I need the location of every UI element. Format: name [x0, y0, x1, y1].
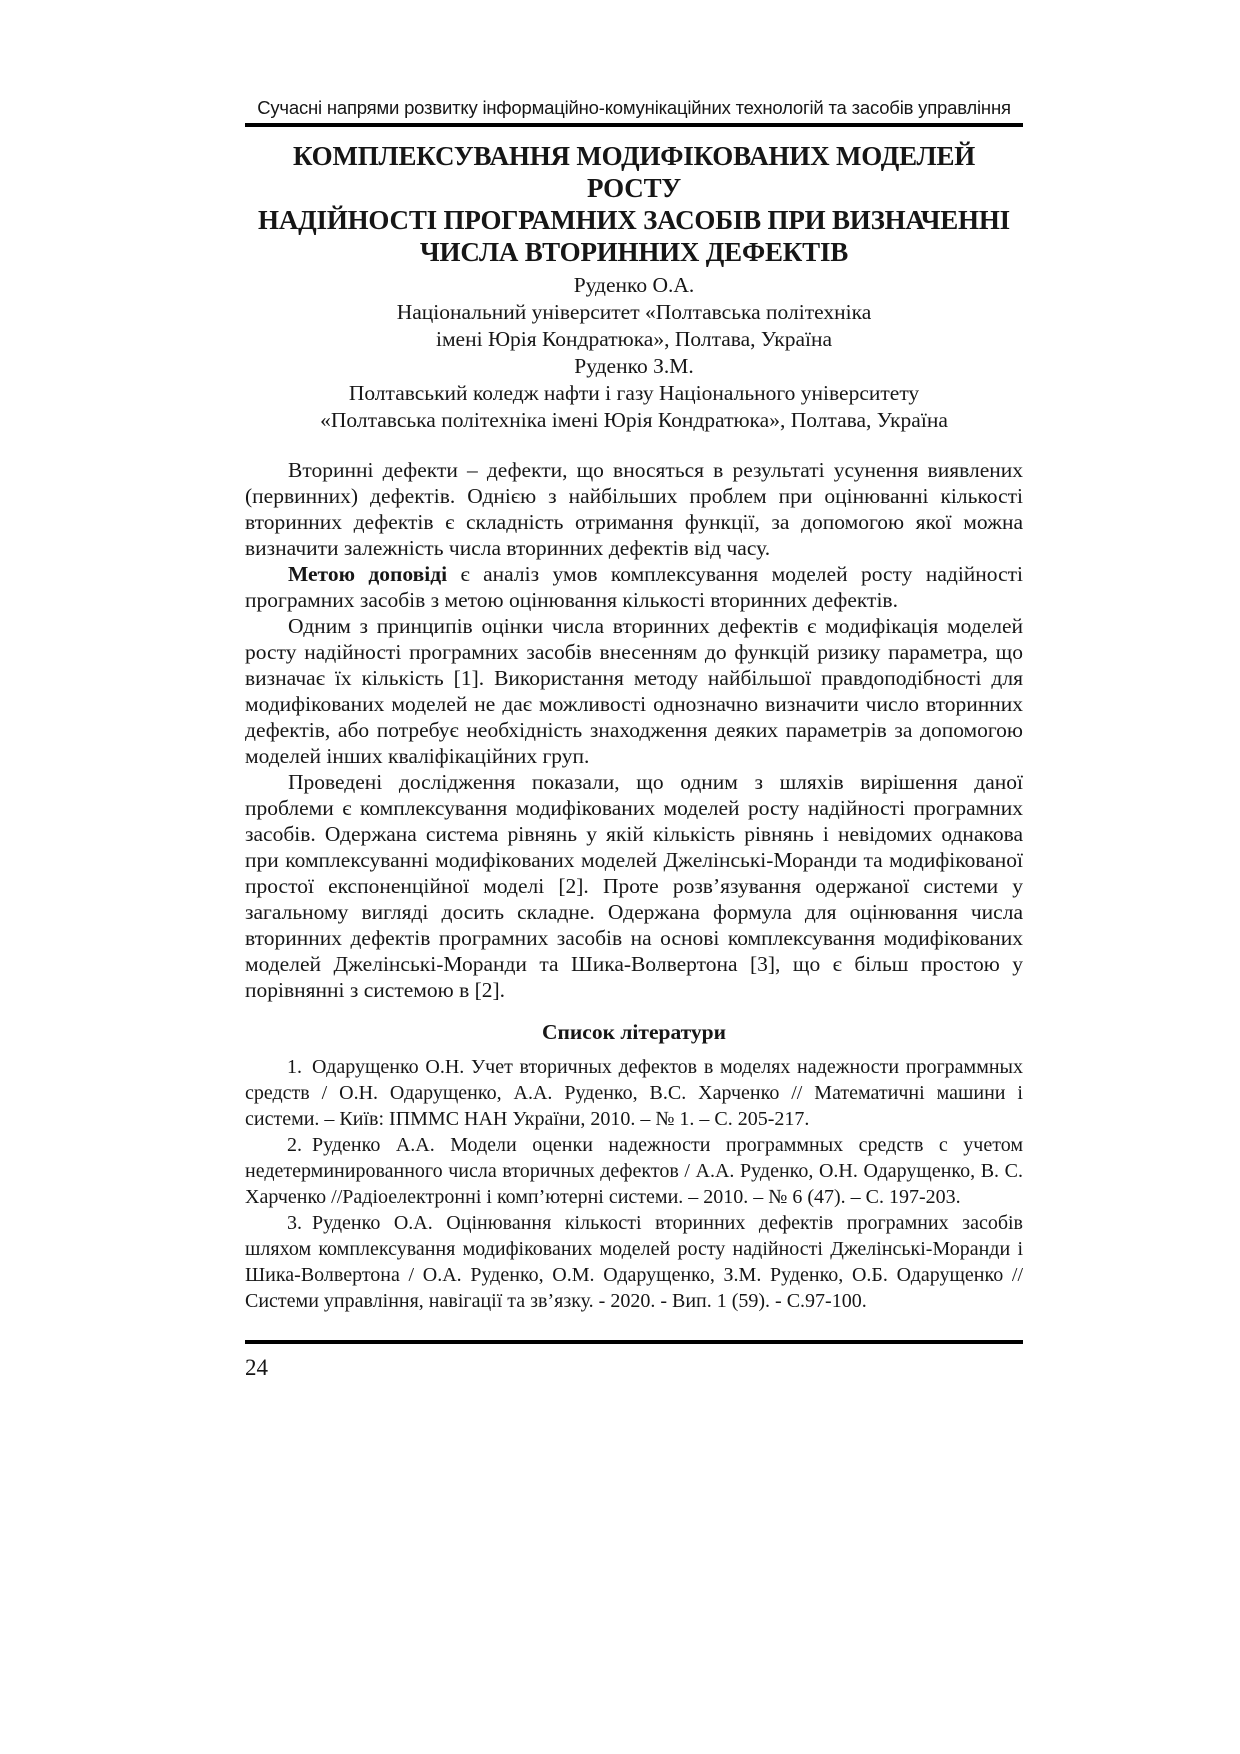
- reference-number: 1.: [287, 1056, 302, 1078]
- paragraph-text: є аналіз умов комплексування моделей росту надійності програмних засобів з метою оцінювання кількості вторинних дефектів.: [245, 562, 1023, 612]
- footer-rule: [245, 1340, 1023, 1344]
- article-title: [245, 140, 1023, 268]
- paragraph-bold-lead: Метою доповіді: [288, 562, 448, 586]
- paragraph-text: Вторинні дефекти – дефекти, що вносяться в результаті усунення виявлених (первинних) дефектів. Однією з найбільших проблем при оцінюванні кількості вторинних дефектів є складність отримання функції, за допомогою якої можна визначити залежність числа вторинних дефектів від часу.: [245, 458, 1023, 560]
- article-title-line: НАДІЙНОСТІ ПРОГРАМНИХ ЗАСОБІВ ПРИ ВИЗНАЧЕННІ: [258, 205, 1010, 235]
- page-number: 24: [245, 1355, 268, 1380]
- running-header: Сучасні напрями розвитку інформаційно-комунікаційних технологій та засобів управління: [245, 97, 1023, 127]
- author-affiliation-line: Національний університет «Полтавська політехніка: [396, 300, 872, 324]
- references-heading: Список літератури: [541, 1020, 727, 1044]
- author-affiliation-line: Полтавський коледж нафти і газу Національного університету: [348, 381, 920, 405]
- reference-item: [245, 1054, 1023, 1132]
- abstract-body: [245, 457, 1023, 1003]
- reference-number: 2.: [287, 1134, 302, 1156]
- author-affiliation-line: імені Юрія Кондратюка», Полтава, Україна: [435, 327, 833, 351]
- author-name: Руденко З.М.: [574, 354, 694, 378]
- paragraph: [245, 561, 1023, 613]
- author-affiliation-line: «Полтавська політехніка імені Юрія Кондратюка», Полтава, Україна: [320, 408, 948, 432]
- article-title-line: КОМПЛЕКСУВАННЯ МОДИФІКОВАНИХ МОДЕЛЕЙ РОСТУ: [292, 141, 976, 203]
- reference-item: [245, 1210, 1023, 1314]
- references-list: [245, 1054, 1023, 1314]
- authors-block: [245, 272, 1023, 434]
- article-title-line: ЧИСЛА ВТОРИННИХ ДЕФЕКТІВ: [419, 237, 849, 267]
- reference-text: Руденко О.А. Оцінювання кількості вторинних дефектів програмних засобів шляхом комплексування модифікованих моделей росту надійності Джелінські-Моранди і Шика-Волвертона / О.А. Руденко, О.М. Одарущенко, З.М. Руденко, О.Б. Одарущенко // Системи управління, навігації та зв’язку. - 2020. - Вип. 1 (59). - С.97-100.: [245, 1212, 1023, 1312]
- paragraph: [245, 613, 1023, 769]
- paragraph: [245, 457, 1023, 561]
- reference-item: [245, 1132, 1023, 1210]
- paragraph-text: Проведені дослідження показали, що одним з шляхів вирішення даної проблеми є комплексування модифікованих моделей росту надійності програмних засобів. Одержана система рівнянь у якій кількість рівнянь і невідомих однакова при комплексуванні модифікованих моделей Джелінські-Моранди та модифікованої простої експоненційної моделі [2]. Проте розв’язування одержаної системи у загальному вигляді досить складне. Одержана формула для оцінювання числа вторинних дефектів програмних засобів на основі комплексування модифікованих моделей Джелінські-Моранди та Шика-Волвертона [3], що є більш простою у порівнянні з системою в [2].: [245, 770, 1023, 1002]
- reference-text: Одарущенко О.Н. Учет вторичных дефектов в моделях надежности программных средств / О.Н. Одарущенко, А.А. Руденко, В.С. Харченко // Математичні машини і системи. – Київ: ІПММС НАН України, 2010. – № 1. – С. 205-217.: [245, 1056, 1023, 1130]
- reference-number: 3.: [287, 1212, 302, 1234]
- paragraph: [245, 769, 1023, 1003]
- page-content: [245, 97, 1023, 1383]
- paragraph-text: Одним з принципів оцінки числа вторинних дефектів є модифікація моделей росту надійності програмних засобів внесенням до функцій ризику параметра, що визначає їх кількість [1]. Використання методу найбільшої правдоподібності для модифікованих моделей не дає можливості однозначно визначити число вторинних дефектів, або потребує необхідність знаходження деяких параметрів за допомогою моделей інших кваліфікаційних груп.: [245, 614, 1023, 768]
- reference-text: Руденко А.А. Модели оценки надежности программных средств с учетом недетерминированного числа вторичных дефектов / А.А. Руденко, О.Н. Одарущенко, В. С. Харченко //Радіоелектронні і комп’ютерні системи. – 2010. – № 6 (47). – С. 197-203.: [245, 1134, 1023, 1208]
- author-name: Руденко О.А.: [573, 273, 695, 297]
